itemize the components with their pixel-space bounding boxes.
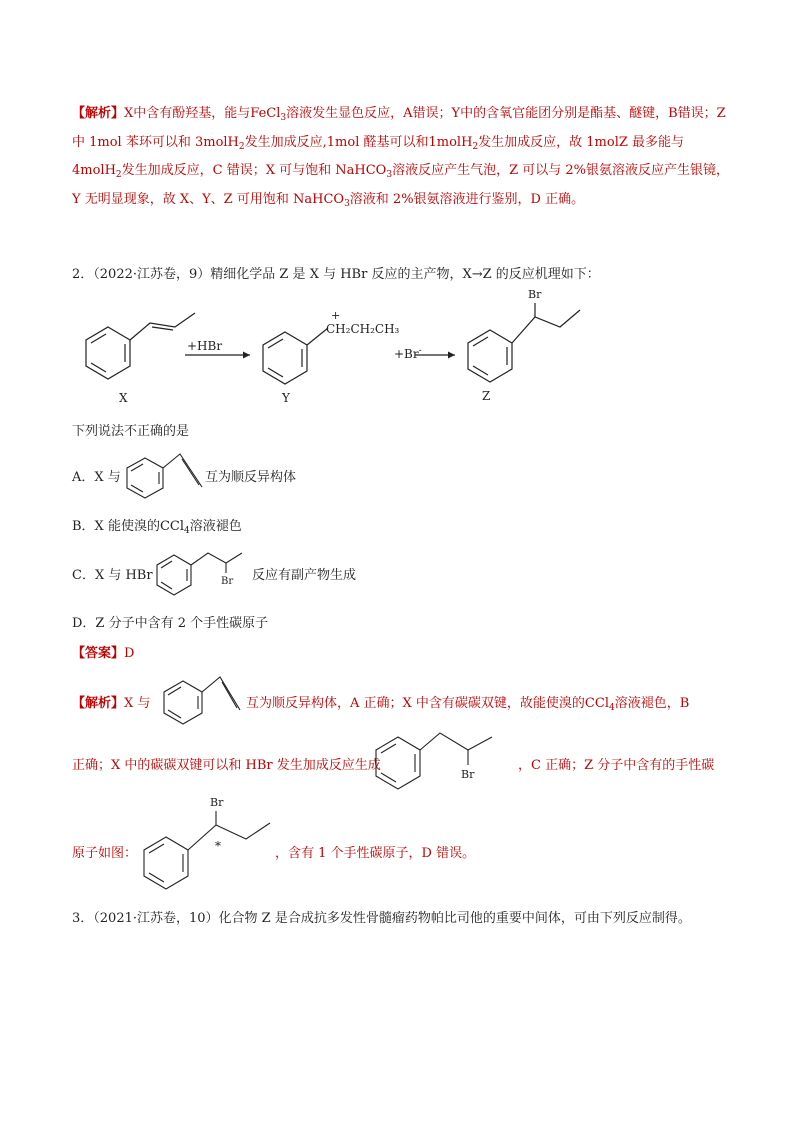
y-chain: CH₂CH₂CH₃: [326, 322, 400, 336]
analysis-1: [72, 100, 732, 214]
analysis-2-line-3-rest: ，含有 1 个手性碳原子，D 错误。: [275, 846, 476, 861]
analysis-2-line-2: 正确；X 中的碳碳双键可以和 HBr 发生加成反应生成: [72, 758, 381, 773]
option-c-br: Br: [221, 576, 234, 587]
label-z: Z: [482, 389, 491, 403]
reagent-br: +Br-: [394, 346, 422, 361]
analysis-2-line-1: 【解析】X 与: [72, 696, 151, 711]
analysis-2-cis-structure: [158, 673, 248, 721]
analysis-2-line-1-rest: 互为顺反异构体，A 正确；X 中含有碳碳双键，故能使溴的CCl$_4$溶液褪色，B: [246, 696, 690, 713]
analysis-2-line-3: 原子如图：: [72, 846, 138, 861]
option-a[interactable]: A．X 与: [72, 470, 121, 485]
question-2-stem: 2．（2022·江苏卷，9）精细化学品 Z 是 X 与 HBr 反应的主产物，X→Z 的反应机理如下：: [72, 267, 600, 282]
label-y: Y: [282, 391, 290, 405]
analysis-2-br: Br: [461, 768, 475, 781]
analysis-tag: 【解析】: [72, 106, 125, 121]
z-br: Br: [528, 288, 542, 301]
analysis-2-hbr-product: [368, 725, 508, 795]
option-d[interactable]: D．Z 分子中含有 2 个手性碳原子: [72, 616, 269, 631]
reagent-hbr: +HBr: [187, 339, 223, 353]
analysis-text: X中含有酚羟基，能与FeCl$_3$溶液发生显色反应，A错误；Y中的含氧官能团分别是酯基、醚键，B错误；Z中 1mol 苯环可以和 3molH$_2$发生加成反应,1mol 醛基可以和1molH$_2$发生加成反应，故 1molZ 最多能与4molH$_2$发生加成反应，C 错误；X 可与饱和 NaHCO$_3$溶液反应产生气泡，Z 可以与 2%银氨溶液反应产生银镜，Y 无明显现象，故 X、Y、Z 可用饱和 NaHCO$_3$溶液和 2%银氨溶液进行鉴别，D 正确。: [72, 106, 729, 209]
y-carbocation-plus: +: [331, 309, 341, 322]
option-c-text: 反应有副产物生成: [252, 568, 357, 583]
chiral-star: *: [215, 839, 221, 853]
reaction-scheme: [60, 285, 660, 410]
question-prompt: 下列说法不正确的是: [72, 424, 190, 439]
option-c-structure: [148, 545, 248, 595]
option-a-structure: [118, 452, 208, 497]
analysis-2-line-2-rest: ，C 正确；Z 分子中含有的手性碳: [518, 758, 715, 773]
analysis-2-chiral-br: Br: [210, 796, 224, 809]
option-c[interactable]: C．X 与 HBr: [72, 568, 153, 583]
label-x: X: [119, 391, 128, 405]
answer: 【答案】D: [72, 646, 135, 661]
option-a-text: 互为顺反异构体: [205, 470, 297, 485]
question-3-stem: 3．（2021·江苏卷，10）化合物 Z 是合成抗多发性骨髓瘤药物帕比司他的重要中间体，可由下列反应制得。: [72, 911, 691, 926]
option-b[interactable]: B．X 能使溴的CCl$_4$溶液褪色: [72, 519, 242, 536]
analysis-2-chiral-structure: [138, 795, 278, 885]
